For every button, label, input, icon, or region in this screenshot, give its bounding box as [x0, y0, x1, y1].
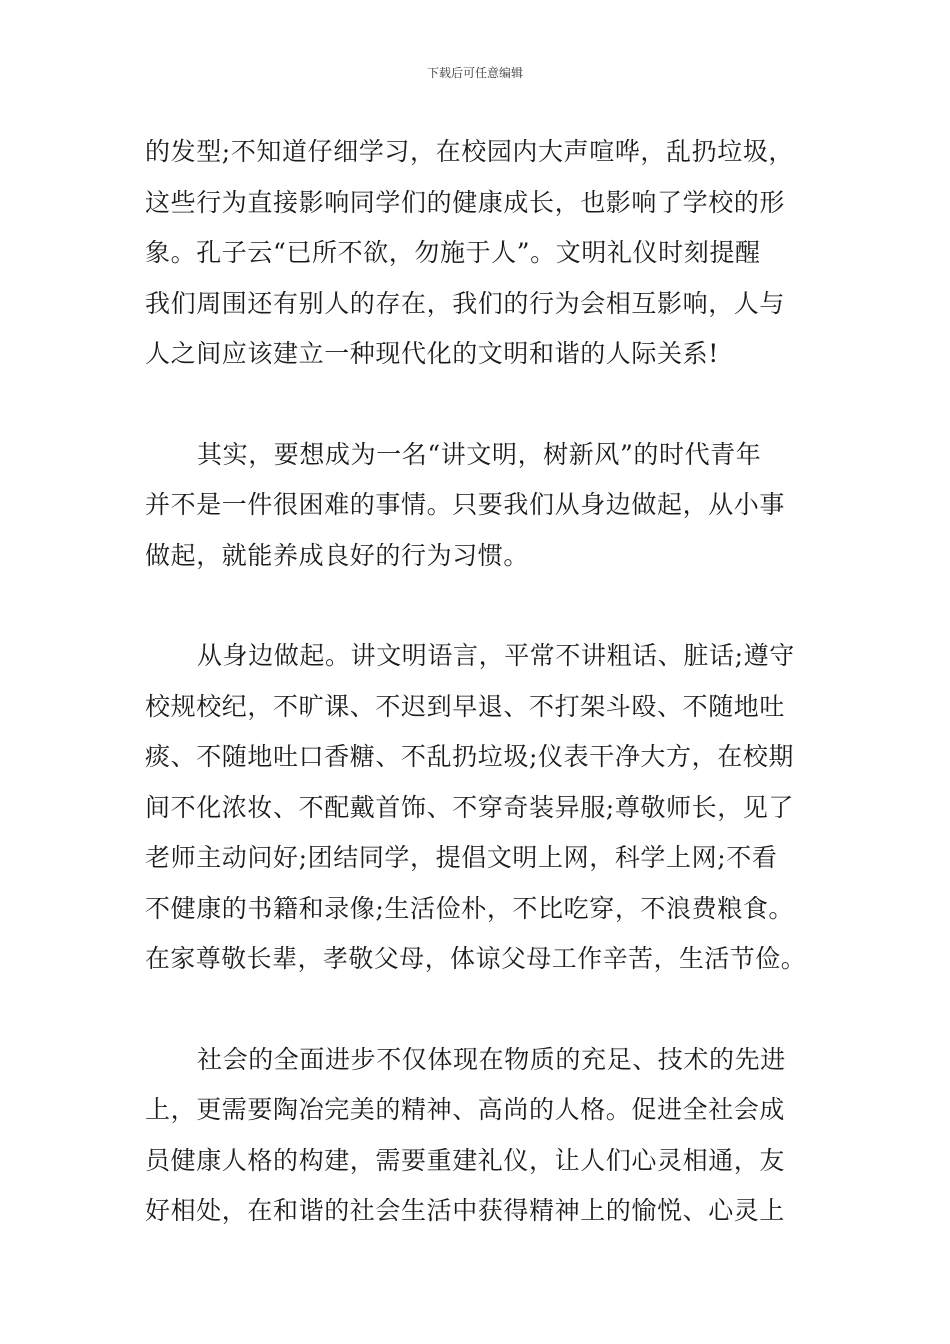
text-line: 从身边做起。讲文明语言，平常不讲粗话、脏话;遵守 [197, 641, 795, 670]
paragraph-1 [145, 127, 810, 380]
paragraph-4 [145, 1035, 810, 1237]
text-line: 做起，就能养成良好的行为习惯。 [145, 540, 530, 570]
page-header: 下载后可任意编辑 [426, 66, 523, 80]
paragraph-2 [145, 430, 810, 582]
text-line: 其实，要想成为一名“讲文明，树新风”的时代青年 [197, 439, 762, 469]
text-line: 校规校纪，不旷课、不迟到早退、不打架斗殴、不随地吐 [145, 691, 786, 721]
text-line: 上，更需要陶冶完美的精神、高尚的人格。促进全社会成 [145, 1095, 786, 1124]
text-line: 人之间应该建立一种现代化的文明和谐的人际关系! [145, 339, 719, 368]
text-line: 并不是一件很困难的事情。只要我们从身边做起，从小事 [145, 490, 786, 519]
text-line: 我们周围还有别人的存在，我们的行为会相互影响，人与 [145, 288, 786, 318]
paragraph-3 [145, 631, 810, 985]
text-line: 间不化浓妆、不配戴首饰、不穿奇装异服;尊敬师长，见了 [145, 792, 795, 822]
text-line: 痰、不随地吐口香糖、不乱扔垃圾;仪表干净大方，在校期 [145, 742, 795, 771]
text-line: 这些行为直接影响同学们的健康成长，也影响了学校的形 [145, 187, 786, 217]
text-line: 好相处，在和谐的社会生活中获得精神上的愉悦、心灵上 [145, 1196, 786, 1225]
text-line: 不健康的书籍和录像;生活俭朴，不比吃穿，不浪费粮食。 [145, 893, 795, 923]
text-line: 的发型;不知道仔细学习，在校园内大声喧哗，乱扔垃圾， [145, 137, 795, 166]
text-line: 员健康人格的构建，需要重建礼仪，让人们心灵相通，友 [145, 1145, 786, 1175]
text-line: 老师主动问好;团结同学，提倡文明上网，科学上网;不看 [145, 843, 778, 872]
document-body [145, 127, 810, 1287]
text-line: 社会的全面进步不仅体现在物质的充足、技术的先进 [197, 1044, 786, 1074]
text-line: 在家尊敬长辈，孝敬父母，体谅父母工作辛苦，生活节俭。 [145, 944, 807, 973]
text-line: 象。孔子云“已所不欲，勿施于人”。文明礼仪时刻提醒 [145, 238, 761, 267]
